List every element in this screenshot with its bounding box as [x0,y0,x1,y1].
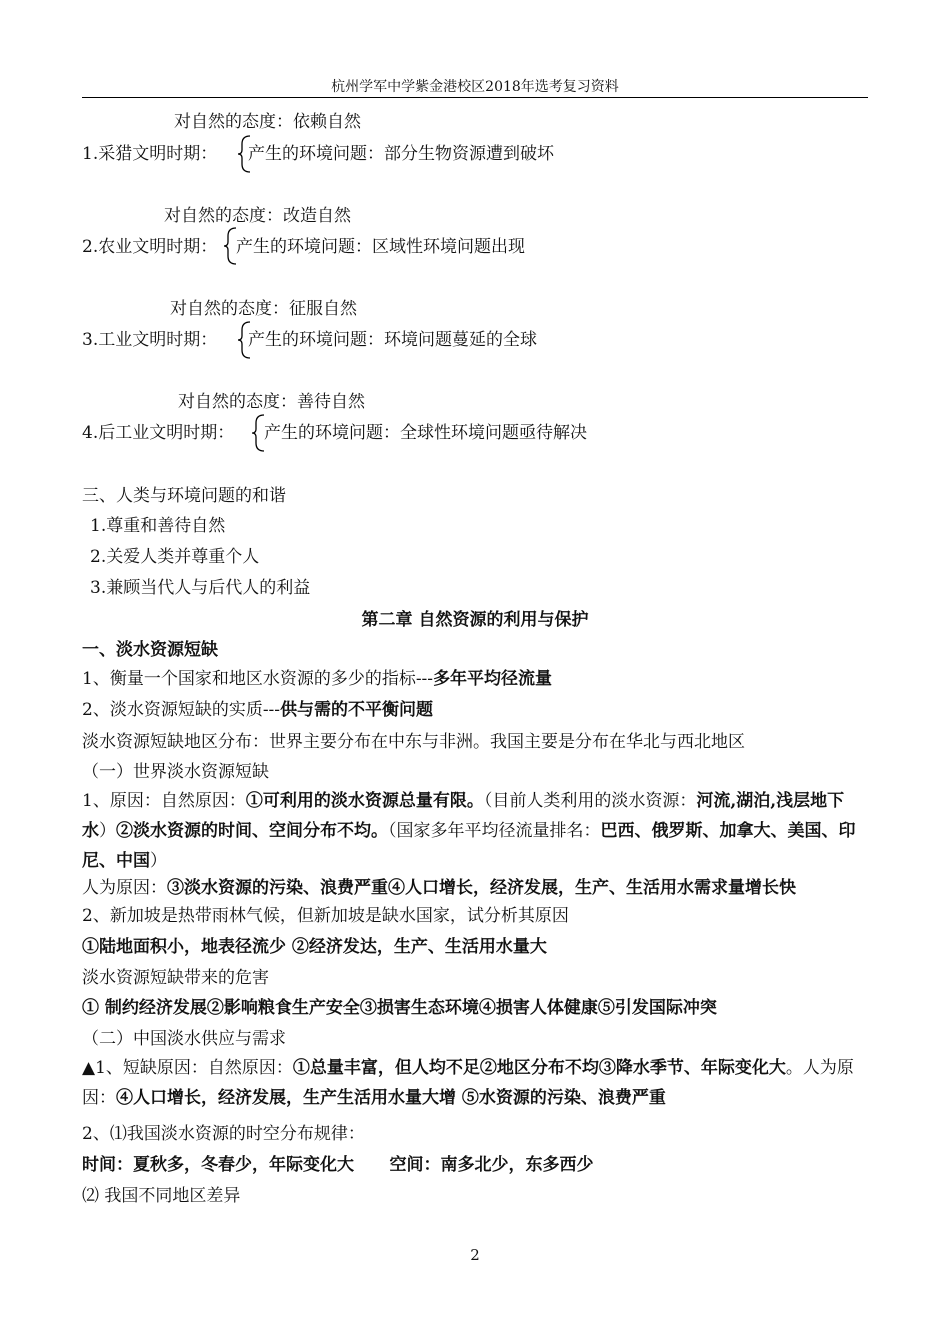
key-term: 多年平均径流量 [433,669,553,689]
key-term: ②淡水资源的时间、空间分布不均。 [116,821,388,841]
harm-list: ① 制约经济发展②影响粮食生产安全③损害生态环境④损害人体健康⑤引发国际冲突 [82,998,717,1018]
paragraph: ⑵ 我国不同地区差异 [82,1186,241,1206]
text: ▲1、短缺原因：自然原因： [82,1058,293,1078]
paragraph [82,669,552,689]
key-term: ①可利用的淡水资源总量有限。 [245,791,484,811]
distribution-pattern: 时间：夏秋多，冬春少，年际变化大 空间：南多北少，东多西少 [82,1155,594,1175]
paragraph: 淡水资源短缺带来的危害 [82,968,269,988]
period-4-attitude: 对自然的态度：善待自然 [178,392,365,412]
text: ） [150,851,167,871]
period-2-problem: 产生的环境问题：区域性环境问题出现 [236,237,525,257]
page-number: 2 [470,1246,480,1264]
key-term: 河流,湖泊,浅层地下水 [82,791,845,841]
section-3-item: 1.尊重和善待自然 [90,516,226,536]
subsection-heading: （一）世界淡水资源短缺 [82,762,269,782]
period-4-problem: 产生的环境问题：全球性环境问题亟待解决 [264,423,587,443]
key-term: ③淡水资源的污染、浪费严重④人口增长，经济发展，生产、生活用水需求量增长快 [167,878,796,898]
section-3-title: 三、人类与环境问题的和谐 [82,486,286,506]
key-term: 供与需的不平衡问题 [280,700,434,720]
period-1-problem: 产生的环境问题：部分生物资源遭到破坏 [248,144,554,164]
chapter-title: 第二章 自然资源的利用与保护 [361,610,589,630]
period-2-attitude: 对自然的态度：改造自然 [164,206,351,226]
question: 2、新加坡是热带雨林气候，但新加坡是缺水国家，试分析其原因 [82,906,569,926]
paragraph [82,878,796,898]
text: 2、淡水资源短缺的实质--- [82,700,281,720]
text: （目前人类利用的淡水资源： [483,791,697,811]
text: （国家多年平均径流量排名： [388,821,601,841]
period-3-attitude: 对自然的态度：征服自然 [170,299,357,319]
text: ） [99,821,116,841]
page-header: 杭州学军中学紫金港校区2018年选考复习资料 [331,79,619,95]
section-3-item: 3.兼顾当代人与后代人的利益 [90,578,311,598]
period-2-name: 2.农业文明时期： [82,237,218,257]
paragraph [82,700,433,720]
header-rule [82,97,868,98]
period-1-attitude: 对自然的态度：依赖自然 [174,112,361,132]
period-3-problem: 产生的环境问题：环境问题蔓延的全球 [248,330,537,350]
paragraph: 淡水资源短缺地区分布：世界主要分布在中东与非洲。我国主要是分布在华北与西北地区 [82,732,745,752]
period-1-name: 1.采猎文明时期： [82,144,218,164]
paragraph-china-causes [82,1053,872,1113]
period-3-name: 3.工业文明时期： [82,330,218,350]
paragraph: 2、⑴我国淡水资源的时空分布规律： [82,1124,365,1144]
section-3-item: 2.关爱人类并尊重个人 [90,547,260,567]
text: 。人为原因： [82,1058,854,1108]
key-term: 巴西、俄罗斯、加拿大、美国、印尼、中国 [82,821,856,871]
paragraph-causes [82,786,872,876]
section-heading: 一、淡水资源短缺 [82,640,218,660]
text: 1、衡量一个国家和地区水资源的多少的指标--- [82,669,434,689]
answer: ①陆地面积小，地表径流少 ②经济发达，生产、生活用水量大 [82,937,547,957]
period-4-name: 4.后工业文明时期： [82,423,235,443]
text: 人为原因： [82,878,167,898]
key-term: ①总量丰富，但人均不足②地区分布不均③降水季节、年际变化大 [292,1058,786,1078]
key-term: ④人口增长，经济发展，生产生活用水量大增 ⑤水资源的污染、浪费严重 [116,1088,666,1108]
text: 1、原因：自然原因： [82,791,246,811]
subsection-heading: （二）中国淡水供应与需求 [82,1029,286,1049]
